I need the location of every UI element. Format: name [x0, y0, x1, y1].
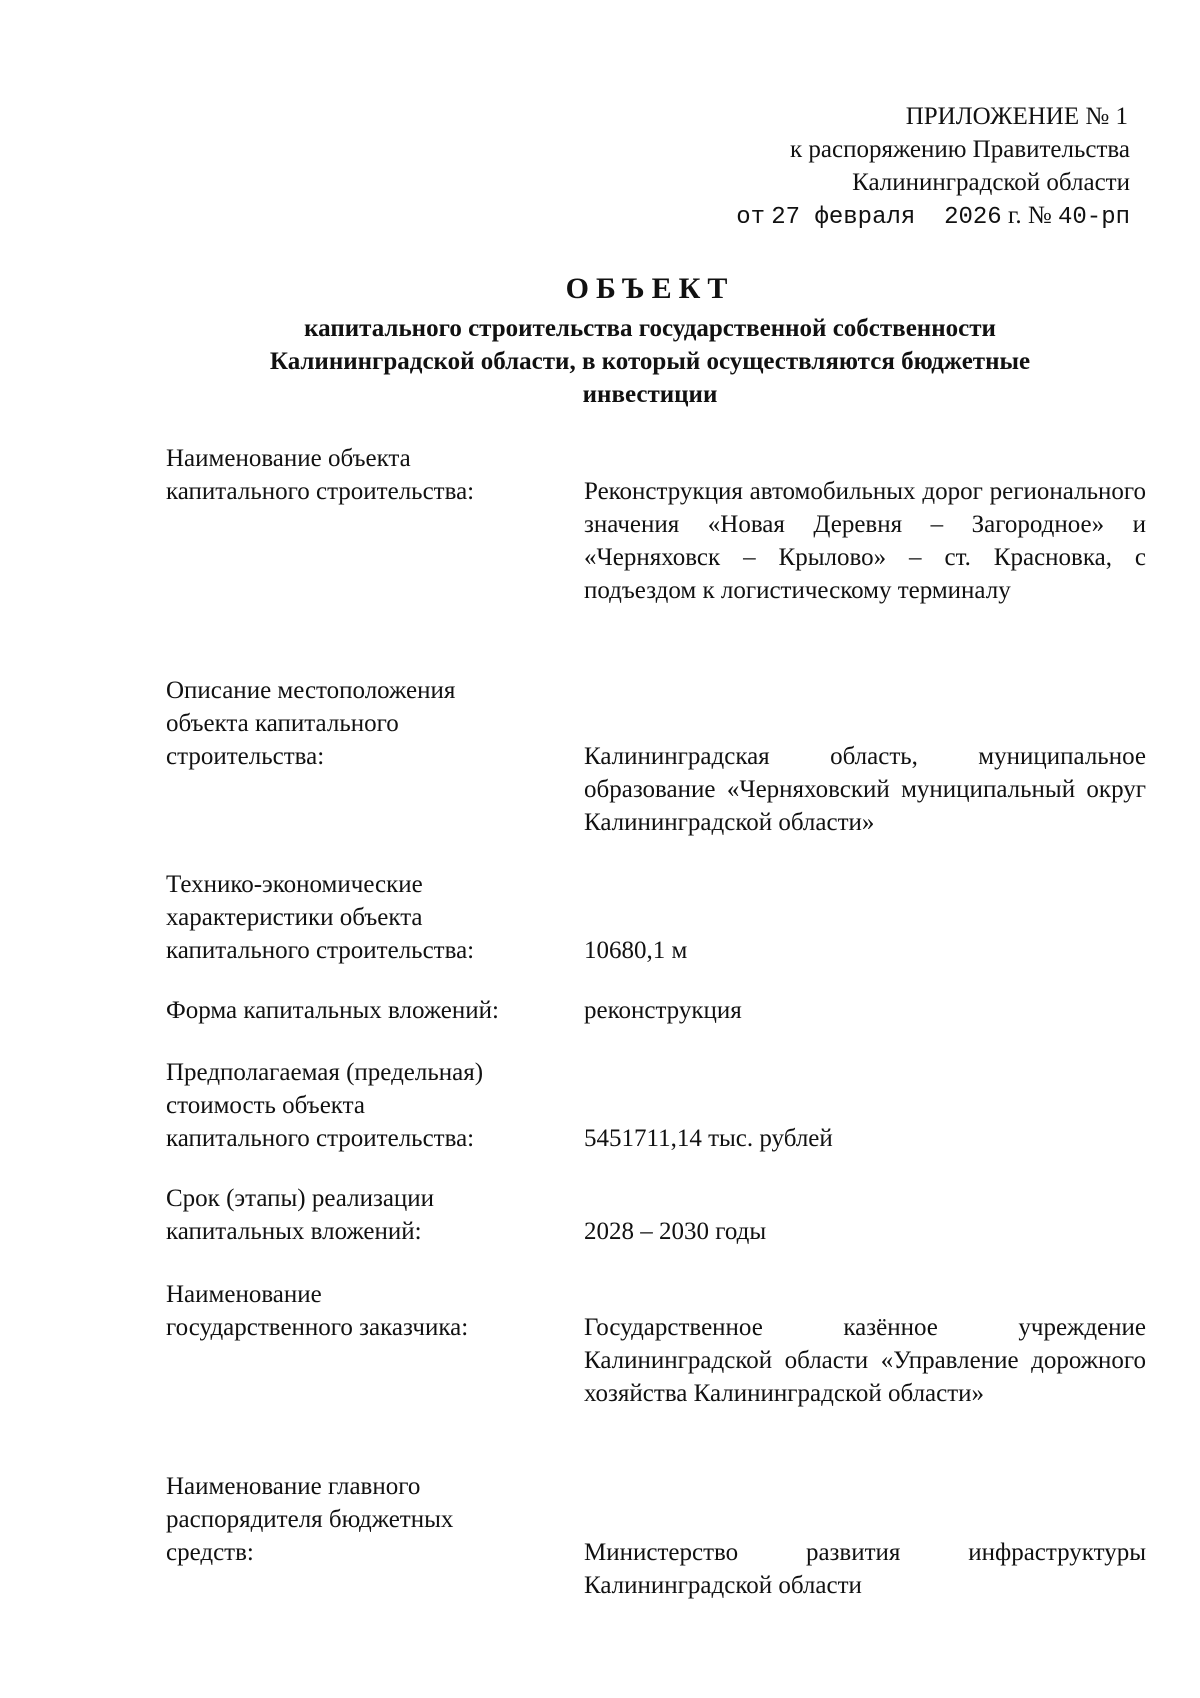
- field-label: Предполагаемая (предельная) стоимость объекта капитального строительства:: [166, 1059, 484, 1152]
- field-label: Форма капитальных вложений:: [166, 997, 499, 1024]
- order-number: 40-рп: [1057, 204, 1130, 231]
- appendix-date-line: [0, 199, 1130, 234]
- field-value: реконструкция: [584, 997, 742, 1024]
- appendix-region-line: Калининградской области: [852, 169, 1130, 196]
- field-period: [166, 1182, 1146, 1248]
- field-budget-manager: [166, 1470, 1146, 1602]
- title-line-2: Калининградской области, в который осуществляются бюджетные: [269, 348, 1031, 375]
- title-line-3: инвестиции: [582, 381, 718, 408]
- order-date: 27 февраля 2026: [771, 204, 1002, 231]
- field-label: Срок (этапы) реализации капитальных вложений:: [166, 1185, 435, 1245]
- field-value: Государственное казённое учреждение Калининградской области «Управление дорожного хозяйства Калининградской области»: [584, 1314, 1146, 1407]
- title-line-1: капитального строительства государственной собственности: [304, 315, 996, 342]
- field-value: 5451711,14 тыс. рублей: [584, 1125, 833, 1152]
- field-specs: [166, 868, 1146, 967]
- appendix-title: ПРИЛОЖЕНИЕ № 1: [905, 103, 1128, 130]
- field-value: 10680,1 м: [584, 937, 688, 964]
- document-title: [150, 270, 1150, 411]
- field-label: Наименование государственного заказчика:: [166, 1281, 469, 1341]
- field-label: Описание местоположения объекта капитального строительства:: [166, 677, 456, 770]
- field-location: [166, 674, 1146, 839]
- date-prefix: от: [736, 204, 765, 231]
- appendix-order-line: к распоряжению Правительства: [789, 136, 1130, 163]
- field-customer: [166, 1278, 1146, 1410]
- field-label: Наименование объекта капитального строительства:: [166, 445, 475, 505]
- title-main: ОБЪЕКТ: [565, 272, 735, 305]
- appendix-reference: [0, 100, 1130, 234]
- field-value: 2028 – 2030 годы: [584, 1218, 767, 1245]
- field-object-name: [166, 442, 1146, 607]
- field-value: Калининградская область, муниципальное образование «Черняховский муниципальный округ Калининградской области»: [584, 743, 1146, 836]
- field-value: Министерство развития инфраструктуры Калининградской области: [584, 1539, 1146, 1599]
- field-value: Реконструкция автомобильных дорог регионального значения «Новая Деревня – Загородное» и «Черняховск – Крылово» – ст. Красновка, с подъездом к логистическому терминалу: [584, 478, 1146, 604]
- field-label: Наименование главного распорядителя бюджетных средств:: [166, 1473, 454, 1566]
- field-label: Технико-экономические характеристики объекта капитального строительства:: [166, 871, 475, 964]
- date-mid: г. №: [1007, 202, 1052, 229]
- field-cost: [166, 1056, 1146, 1155]
- field-investment-form: [166, 994, 1146, 1027]
